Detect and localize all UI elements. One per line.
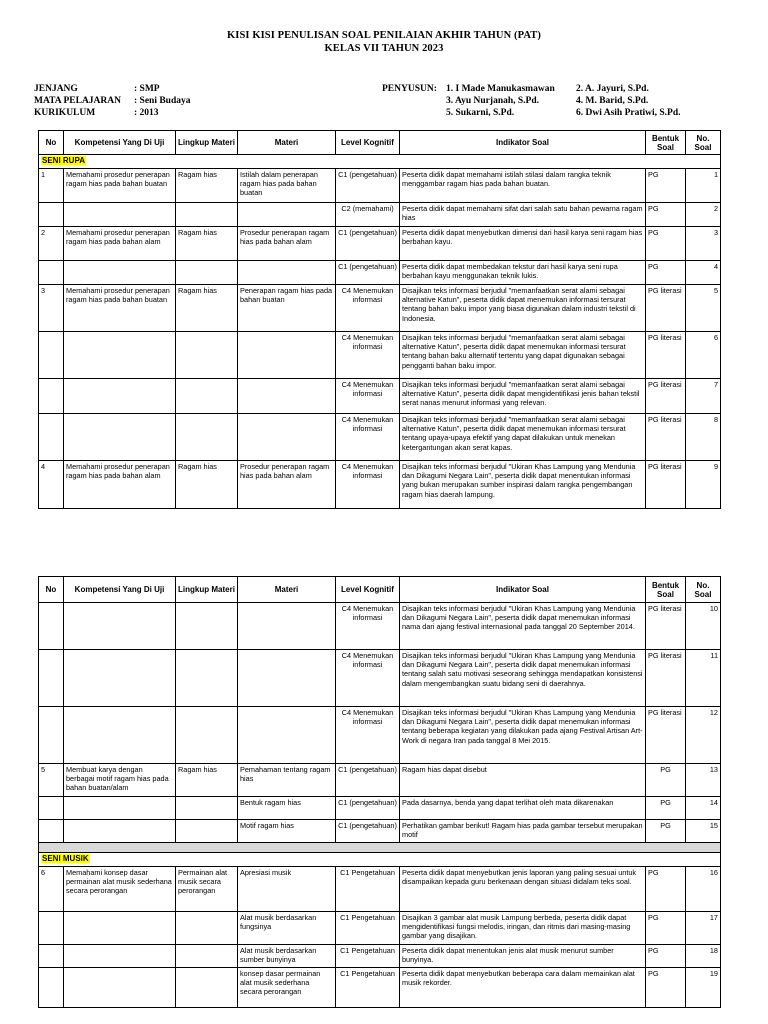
col-header: Bentuk Soal [646, 577, 686, 603]
cell-indikator: Peserta didik dapat menentukan jenis alat musik menurut sumber bunyinya. [400, 945, 646, 968]
cell-materi: Prosedur penerapan ragam hias pada bahan alam [238, 227, 336, 261]
section-row [39, 155, 721, 169]
col-header: Indikator Soal [400, 577, 646, 603]
author-row: 3. Ayu Nurjanah, S.Pd. 4. M. Barid, S.Pd. [446, 96, 649, 106]
cell-lingkup [176, 379, 238, 414]
cell-lingkup [176, 332, 238, 379]
cell-no: 2 [39, 227, 64, 261]
penyusun-label: PENYUSUN: [382, 84, 437, 94]
cell-no [39, 707, 64, 764]
cell-kompetensi [64, 797, 176, 820]
cell-level: C1 (pengetahuan) [336, 797, 400, 820]
cell-materi: Alat musik berdasarkan sumber bunyinya [238, 945, 336, 968]
cell-nosoal: 9 [686, 461, 721, 509]
cell-materi [238, 707, 336, 764]
cell-no [39, 968, 64, 1008]
table-header [39, 131, 721, 155]
table-row [39, 707, 721, 764]
cell-level: C4 Menemukan informasi [336, 332, 400, 379]
section-row [39, 853, 721, 867]
meta-kurikulum: KURIKULUM : 2013 [34, 108, 159, 118]
cell-kompetensi [64, 945, 176, 968]
table-row [39, 332, 721, 379]
cell-kompetensi [64, 603, 176, 650]
cell-materi: Pemahaman tentang ragam hias [238, 764, 336, 797]
document-subtitle: KELAS VII TAHUN 2023 [324, 43, 444, 54]
cell-nosoal: 2 [686, 203, 721, 227]
col-header: Kompetensi Yang Di Uji [64, 131, 176, 155]
cell-indikator: Peserta didik dapat memahami istilah stilasi dalam rangka teknik menggambar ragam hias pada bahan buatan. [400, 169, 646, 203]
cell-bentuk: PG literasi [646, 285, 686, 332]
cell-level: C1 Pengetahuan [336, 945, 400, 968]
cell-no [39, 797, 64, 820]
cell-level: C4 Menemukan informasi [336, 461, 400, 509]
table-row [39, 203, 721, 227]
cell-no [39, 332, 64, 379]
document-title: KISI KISI PENULISAN SOAL PENILAIAN AKHIR TAHUN (PAT) [227, 30, 541, 41]
cell-nosoal: 8 [686, 414, 721, 461]
col-header: Indikator Soal [400, 131, 646, 155]
cell-bentuk: PG [646, 912, 686, 945]
table-row [39, 820, 721, 843]
section-label-seni-musik: SENI MUSIK [42, 854, 89, 863]
cell-lingkup: Ragam hias [176, 169, 238, 203]
col-header: Lingkup Materi [176, 131, 238, 155]
cell-kompetensi [64, 968, 176, 1008]
cell-no: 6 [39, 867, 64, 912]
cell-nosoal: 7 [686, 379, 721, 414]
cell-level: C2 (memahami) [336, 203, 400, 227]
kisi-table-1 [38, 130, 721, 509]
cell-indikator: Ragam hias dapat disebut [400, 764, 646, 797]
cell-lingkup [176, 945, 238, 968]
table-row [39, 169, 721, 203]
cell-indikator: Disajikan teks informasi berjudul "memanfaatkan serat alami sebagai alternative Katun", peserta didik dapat menemukan informasi tersurat tentang bahan baku alternatif tertentu yang dapat digunakan sebagai pengganti bahan baku impor. [400, 332, 646, 379]
cell-lingkup: Ragam hias [176, 227, 238, 261]
author-row: 5. Sukarni, S.Pd. 6. Dwi Asih Pratiwi, S.Pd. [446, 108, 681, 118]
meta-left [34, 83, 191, 119]
cell-indikator: Peserta didik dapat menyebutkan jenis laporan yang paling sesuai untuk disampaikan kepada guru berkenaan dengan situasi didalam teks soal. [400, 867, 646, 912]
cell-kompetensi [64, 820, 176, 843]
col-header: Materi [238, 577, 336, 603]
cell-no: 4 [39, 461, 64, 509]
cell-nosoal: 14 [686, 797, 721, 820]
cell-lingkup [176, 650, 238, 707]
table-row [39, 912, 721, 945]
table-row [39, 764, 721, 797]
cell-materi [238, 414, 336, 461]
cell-level: C1 (pengetahuan) [336, 169, 400, 203]
penyusun-list [446, 83, 681, 119]
col-header: No. Soal [686, 131, 721, 155]
cell-bentuk: PG literasi [646, 707, 686, 764]
cell-lingkup [176, 203, 238, 227]
cell-bentuk: PG [646, 227, 686, 261]
cell-indikator: Disajikan teks informasi berjudul "Ukiran Khas Lampung yang Mendunia dan Dikagumi Negara Lain", peserta didik dapat menemukan informasi nama dari ajang festival internasional pada tanggal 20 September 2014. [400, 603, 646, 650]
table-row [39, 797, 721, 820]
spacer-row [39, 843, 721, 853]
cell-bentuk: PG literasi [646, 461, 686, 509]
cell-indikator: Disajikan teks informasi berjudul "Ukiran Khas Lampung yang Mendunia dan Dikagumi Negara Lain", peserta didik dapat menentukan informasi yang bukan merupakan sumber inspirasi dalam rangka pengembangan ragam hias daerah lampung. [400, 461, 646, 509]
cell-materi: Motif ragam hias [238, 820, 336, 843]
cell-level: C1 (pengetahuan) [336, 261, 400, 285]
cell-no [39, 414, 64, 461]
cell-materi: Alat musik berdasarkan fungsinya [238, 912, 336, 945]
cell-indikator: Disajikan teks informasi berjudul "Ukiran Khas Lampung yang Mendunia dan Dikagumi Negara Lain", peserta didik dapat menemukan informasi tentang salah satu motivasi seseorang sehingga mendapatkan konsistensi dalam mengembangkan suatu bidang seni di daerahnya. [400, 650, 646, 707]
cell-kompetensi: Memahami prosedur penerapan ragam hias pada bahan alam [64, 461, 176, 509]
cell-nosoal: 6 [686, 332, 721, 379]
cell-kompetensi: Memahami prosedur penerapan ragam hias pada bahan alam [64, 227, 176, 261]
cell-no [39, 945, 64, 968]
cell-lingkup [176, 414, 238, 461]
cell-lingkup: Ragam hias [176, 285, 238, 332]
cell-lingkup [176, 968, 238, 1008]
cell-materi [238, 603, 336, 650]
cell-nosoal: 5 [686, 285, 721, 332]
table-row [39, 603, 721, 650]
cell-indikator: Pada dasarnya, benda yang dapat terlihat oleh mata dikarenakan [400, 797, 646, 820]
cell-kompetensi: Memahami konsep dasar permainan alat musik sederhana secara perorangan [64, 867, 176, 912]
cell-nosoal: 10 [686, 603, 721, 650]
cell-level: C4 Menemukan informasi [336, 379, 400, 414]
table-row [39, 379, 721, 414]
cell-materi: Penerapan ragam hias pada bahan buatan [238, 285, 336, 332]
col-header: Materi [238, 131, 336, 155]
table-row [39, 461, 721, 509]
table-row [39, 968, 721, 1008]
cell-nosoal: 1 [686, 169, 721, 203]
cell-nosoal: 3 [686, 227, 721, 261]
cell-bentuk: PG [646, 867, 686, 912]
cell-nosoal: 13 [686, 764, 721, 797]
cell-indikator: Disajikan 3 gambar alat musik Lampung berbeda, peserta didik dapat mengidentifikasi fungsi melodis, iringan, dan ritmis dari masing-masing gambar yang disajikan. [400, 912, 646, 945]
col-header: Level Kognitif [336, 131, 400, 155]
section-label-seni-rupa: SENI RUPA [42, 156, 85, 165]
cell-materi: Apresiasi musik [238, 867, 336, 912]
cell-indikator: Peserta didik dapat memahami sifat dari salah satu bahan pewarna ragam hias [400, 203, 646, 227]
kisi-table-2 [38, 576, 721, 1008]
table-header [39, 577, 721, 603]
cell-kompetensi [64, 707, 176, 764]
cell-indikator: Peserta didik dapat membedakan tekstur dari hasil karya seni rupa berbahan kayu menggunakan teknik lukis. [400, 261, 646, 285]
col-header: No [39, 577, 64, 603]
cell-no [39, 261, 64, 285]
cell-level: C4 Menemukan informasi [336, 707, 400, 764]
cell-kompetensi [64, 414, 176, 461]
cell-indikator: Disajikan teks informasi berjudul "Ukiran Khas Lampung yang Mendunia dan Dikagumi Negara Lain", peserta didik dapat menemukan informasi tentang beberapa kegiatan yang dilakukan pada ajang Festival Artisan Art-Work di negara Iran pada tanggal 8 Mei 2015. [400, 707, 646, 764]
cell-no [39, 650, 64, 707]
cell-materi: Istilah dalam penerapan ragam hias pada bahan buatan [238, 169, 336, 203]
cell-lingkup [176, 261, 238, 285]
cell-level: C1 (pengetahuan) [336, 764, 400, 797]
cell-indikator: Peserta didik dapat menyebutkan beberapa cara dalam memainkan alat musik rekorder. [400, 968, 646, 1008]
cell-materi [238, 261, 336, 285]
cell-nosoal: 16 [686, 867, 721, 912]
cell-bentuk: PG [646, 261, 686, 285]
cell-lingkup: Permainan alat musik secara perorangan [176, 867, 238, 912]
cell-level: C1 Pengetahuan [336, 867, 400, 912]
cell-materi: Prosedur penerapan ragam hias pada bahan alam [238, 461, 336, 509]
col-header: Bentuk Soal [646, 131, 686, 155]
cell-bentuk: PG literasi [646, 650, 686, 707]
cell-bentuk: PG [646, 968, 686, 1008]
cell-lingkup [176, 603, 238, 650]
col-header: Lingkup Materi [176, 577, 238, 603]
cell-indikator: Disajikan teks informasi berjudul "memanfaatkan serat alami sebagai alternative Katun", peserta didik dapat menemukan informasi tersurat tentang bahan baku impor yang biasa digunakan dalam industri tekstil di Indonesia. [400, 285, 646, 332]
cell-level: C4 Menemukan informasi [336, 414, 400, 461]
cell-lingkup [176, 797, 238, 820]
cell-level: C1 (pengetahuan) [336, 227, 400, 261]
cell-nosoal: 4 [686, 261, 721, 285]
cell-bentuk: PG literasi [646, 379, 686, 414]
cell-bentuk: PG [646, 203, 686, 227]
cell-level: C4 Menemukan informasi [336, 603, 400, 650]
cell-kompetensi [64, 912, 176, 945]
cell-no: 3 [39, 285, 64, 332]
cell-bentuk: PG [646, 764, 686, 797]
table-row [39, 945, 721, 968]
cell-no [39, 203, 64, 227]
cell-kompetensi [64, 650, 176, 707]
cell-bentuk: PG [646, 169, 686, 203]
cell-materi [238, 203, 336, 227]
col-header: No [39, 131, 64, 155]
cell-materi: Bentuk ragam hias [238, 797, 336, 820]
cell-no [39, 820, 64, 843]
cell-indikator: Peserta didik dapat menyebutkan dimensi dari hasil karya seni ragam hias berbahan kayu. [400, 227, 646, 261]
cell-materi [238, 379, 336, 414]
cell-bentuk: PG literasi [646, 414, 686, 461]
cell-bentuk: PG [646, 797, 686, 820]
cell-lingkup: Ragam hias [176, 764, 238, 797]
cell-level: C4 Menemukan informasi [336, 650, 400, 707]
col-header: Level Kognitif [336, 577, 400, 603]
cell-level: C1 Pengetahuan [336, 912, 400, 945]
cell-no: 1 [39, 169, 64, 203]
cell-indikator: Disajikan teks informasi berjudul "memanfaatkan serat alami sebagai alternative Katun", peserta didik dapat mengidentifikasi jenis bahan tekstil serat nanas menurut informasi yang relevan. [400, 379, 646, 414]
cell-no [39, 603, 64, 650]
cell-level: C4 Menemukan informasi [336, 285, 400, 332]
cell-kompetensi [64, 261, 176, 285]
cell-indikator: Perhatikan gambar berikut! Ragam hias pada gambar tersebut merupakan motif [400, 820, 646, 843]
cell-lingkup [176, 707, 238, 764]
table-row [39, 414, 721, 461]
cell-bentuk: PG [646, 820, 686, 843]
cell-bentuk: PG literasi [646, 332, 686, 379]
author-row: 1. I Made Manukasmawan 2. A. Jayuri, S.Pd. [446, 84, 649, 94]
cell-kompetensi: Memahami prosedur penerapan ragam hias pada bahan buatan [64, 285, 176, 332]
cell-kompetensi [64, 203, 176, 227]
col-header: No. Soal [686, 577, 721, 603]
cell-nosoal: 18 [686, 945, 721, 968]
table-row [39, 650, 721, 707]
cell-lingkup [176, 820, 238, 843]
cell-no [39, 912, 64, 945]
cell-kompetensi [64, 332, 176, 379]
cell-kompetensi [64, 379, 176, 414]
cell-no [39, 379, 64, 414]
table-row [39, 867, 721, 912]
cell-kompetensi: Memahami prosedur penerapan ragam hias pada bahan buatan [64, 169, 176, 203]
cell-level: C1 (pengetahuan) [336, 820, 400, 843]
cell-materi: konsep dasar permainan alat musik sederhana secara perorangan [238, 968, 336, 1008]
cell-level: C1 Pengetahuan [336, 968, 400, 1008]
cell-nosoal: 15 [686, 820, 721, 843]
table-row [39, 227, 721, 261]
cell-no: 5 [39, 764, 64, 797]
cell-nosoal: 12 [686, 707, 721, 764]
cell-nosoal: 17 [686, 912, 721, 945]
cell-nosoal: 19 [686, 968, 721, 1008]
table-row [39, 261, 721, 285]
meta-mapel: MATA PELAJARAN : Seni Budaya [34, 96, 191, 106]
table-row [39, 285, 721, 332]
cell-indikator: Disajikan teks informasi berjudul "memanfaatkan serat alami sebagai alternative Katun", peserta didik dapat menemukan informasi tersurat tentang upaya-upaya efektif yang dapat dilakukan untuk menekan ketergantungan akan serat kapas. [400, 414, 646, 461]
col-header: Kompetensi Yang Di Uji [64, 577, 176, 603]
cell-nosoal: 11 [686, 650, 721, 707]
cell-materi [238, 332, 336, 379]
cell-materi [238, 650, 336, 707]
cell-lingkup [176, 912, 238, 945]
cell-lingkup: Ragam hias [176, 461, 238, 509]
cell-bentuk: PG [646, 945, 686, 968]
cell-kompetensi: Membuat karya dengan berbagai motif ragam hias pada bahan buatan/alam [64, 764, 176, 797]
cell-bentuk: PG literasi [646, 603, 686, 650]
meta-jenjang: JENJANG : SMP [34, 84, 160, 94]
